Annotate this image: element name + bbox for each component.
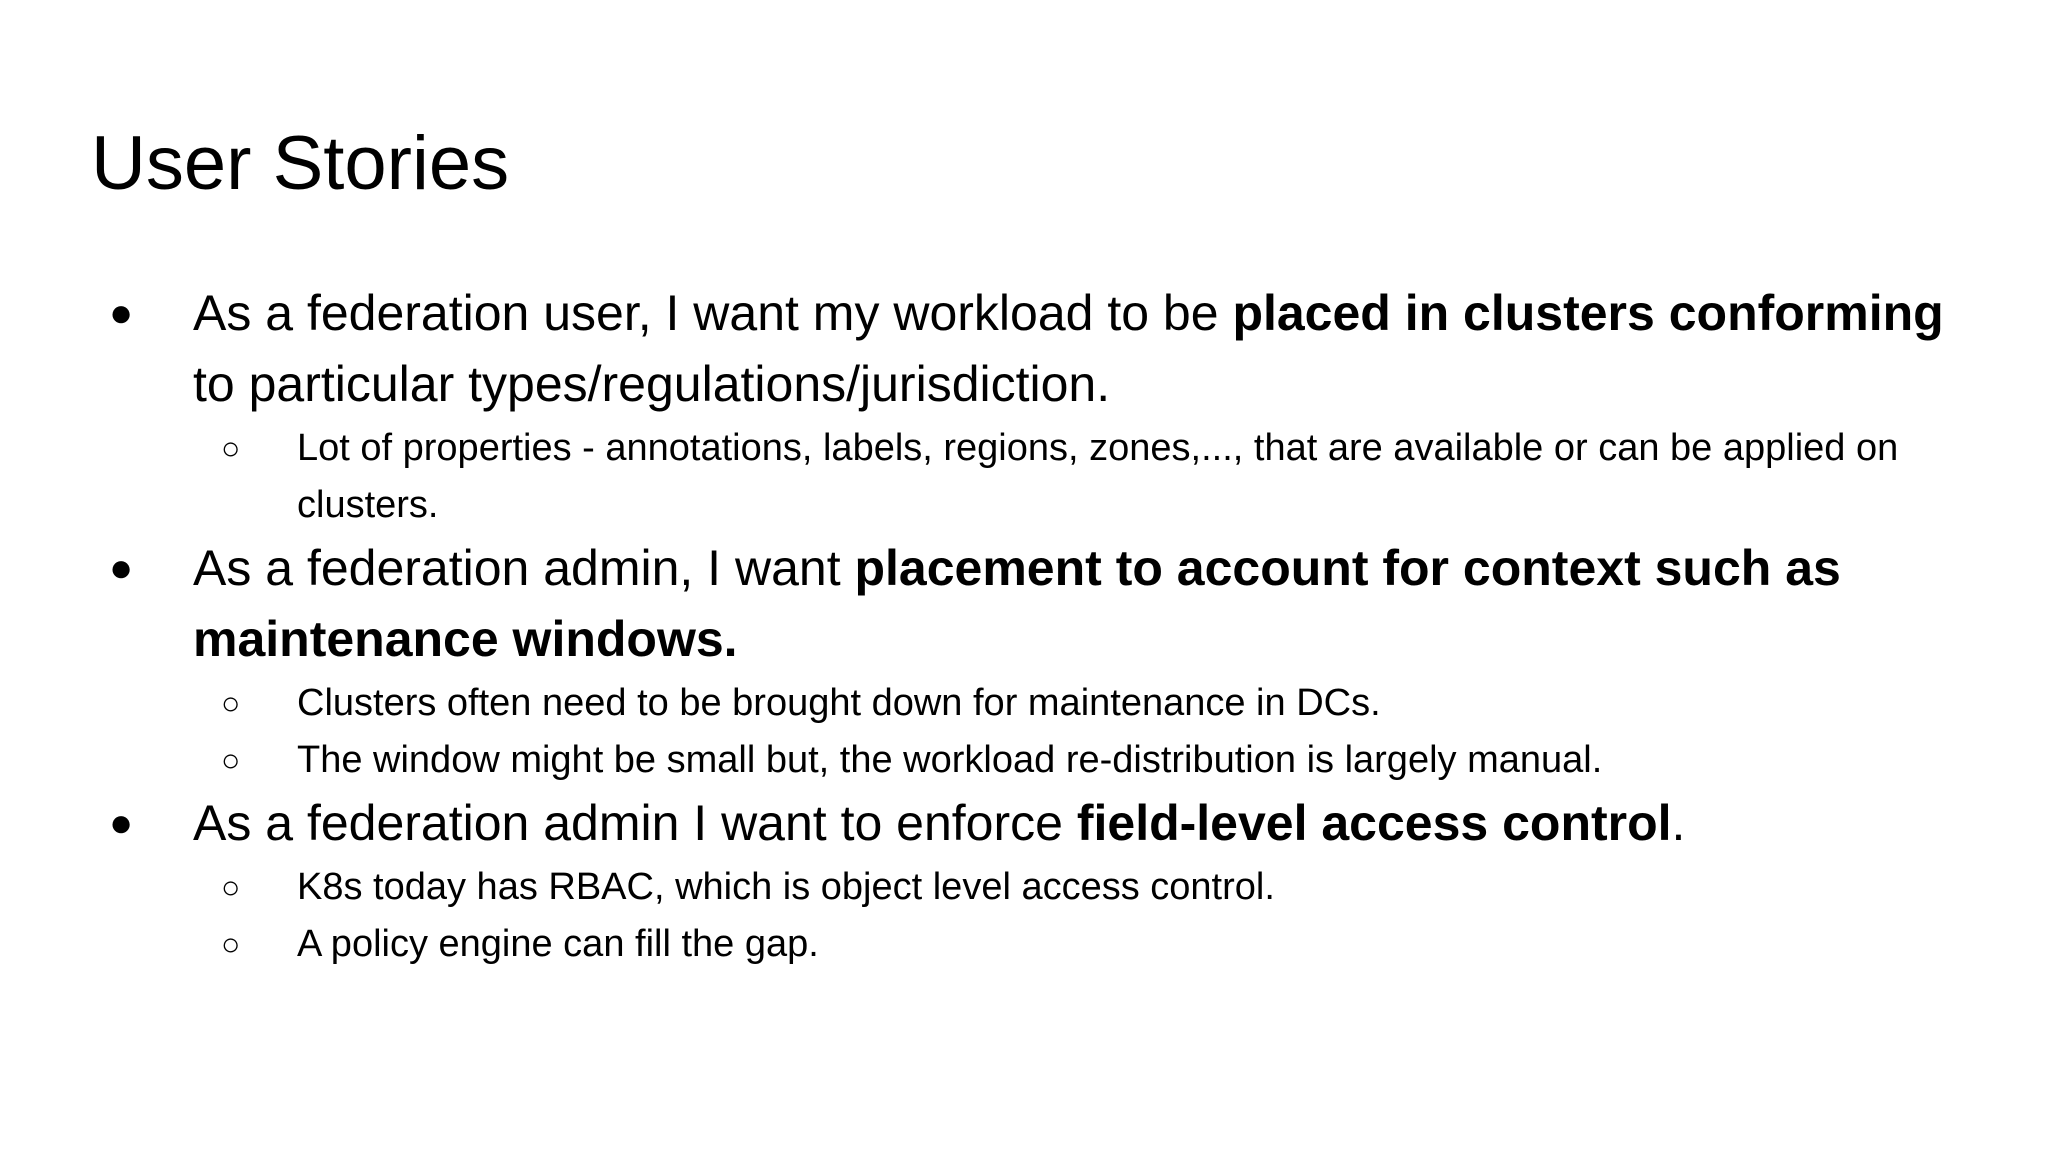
slide-title: User Stories — [91, 121, 510, 206]
hollow-circle-icon: ○ — [221, 741, 241, 778]
hollow-circle-icon: ○ — [221, 869, 241, 905]
sub-bullet-text: K8s today has RBAC, which is object level access control. — [297, 866, 1275, 908]
bullet-bold-text: placement to account for context such as maintenance windows. — [193, 540, 1841, 667]
sub-bullet-item — [0, 916, 2048, 973]
sub-bullet-item — [0, 859, 2048, 916]
bullet-dot-icon: ● — [109, 546, 134, 590]
bullet-dot-icon: ● — [109, 801, 134, 845]
bullet-dot-icon: ● — [109, 291, 134, 335]
bullet-bold-text: field-level access control — [1076, 795, 1672, 851]
hollow-circle-icon: ○ — [221, 925, 241, 962]
bullet-item — [0, 278, 2048, 420]
sub-bullet-text: Lot of properties - annotations, labels, regions, zones,..., that are available or can be applied on clusters. — [297, 427, 1899, 526]
bullet-text: As a federation admin I want to enforce — [193, 795, 1077, 851]
sub-bullet-item — [0, 420, 2048, 533]
bullet-text: As a federation user, I want my workload to be — [193, 285, 1233, 341]
hollow-circle-icon: ○ — [221, 430, 241, 466]
sub-bullet-text: A policy engine can fill the gap. — [297, 922, 819, 965]
bullet-item — [0, 533, 2048, 675]
bullet-text: . — [1671, 795, 1686, 851]
sub-bullet-item — [0, 732, 2048, 789]
bullet-text: As a federation admin, I want — [193, 540, 855, 596]
sub-bullet-text: The window might be small but, the workload re-distribution is largely manual. — [297, 738, 1603, 781]
bullet-bold-text: placed in clusters conforming — [1232, 285, 1944, 341]
sub-bullet-item — [0, 675, 2048, 732]
sub-bullet-text: Clusters often need to be brought down for maintenance in DCs. — [297, 682, 1381, 724]
bullet-item — [0, 788, 2048, 859]
bullet-list — [0, 278, 2048, 972]
hollow-circle-icon: ○ — [221, 685, 241, 721]
bullet-text: to particular types/regulations/jurisdiction. — [193, 356, 1111, 412]
